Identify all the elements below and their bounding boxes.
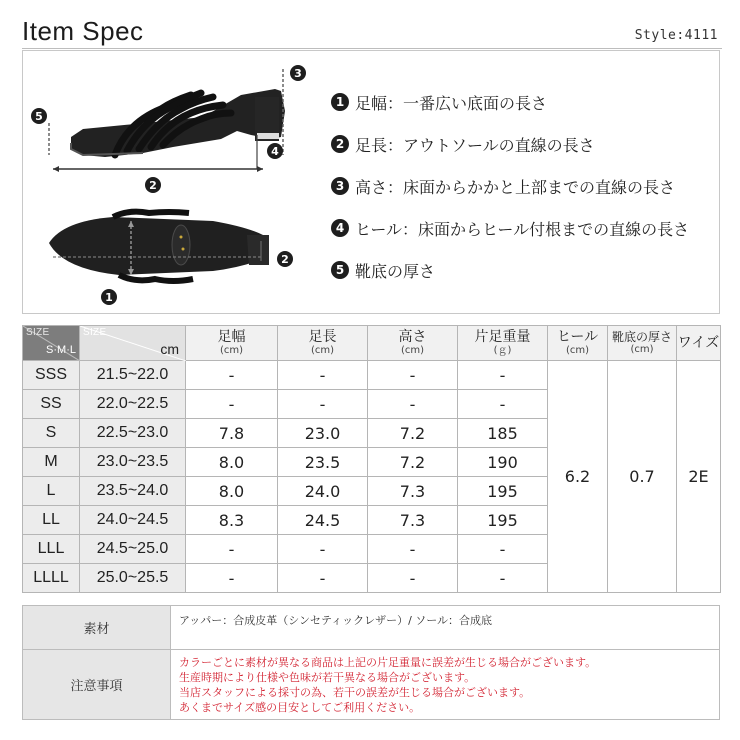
width-cell: - xyxy=(186,564,278,593)
length-cell: - xyxy=(278,361,368,390)
notes-table xyxy=(22,605,720,720)
size-cell: SSS xyxy=(23,361,80,390)
legend-text: 高さ：床面からかかと上部までの直線の長さ xyxy=(355,177,676,197)
svg-text:5: 5 xyxy=(35,110,43,123)
weight-cell: - xyxy=(458,564,548,593)
size-cell: S xyxy=(23,419,80,448)
legend-text: 足長：アウトソールの直線の長さ xyxy=(355,135,595,155)
caution-line: 当店スタッフによる採寸の為、若干の誤差が生じる場合がございます。 xyxy=(179,685,531,699)
col-weight: 片足重量 (ｇ) xyxy=(458,326,548,361)
width-cell: 8.0 xyxy=(186,448,278,477)
range-cell: 23.5~24.0 xyxy=(80,477,186,506)
length-cell: 24.0 xyxy=(278,477,368,506)
col-heel: ヒール (cm) xyxy=(548,326,608,361)
measurement-legend xyxy=(331,81,721,291)
shoe-bottom-view xyxy=(49,212,269,281)
title-divider xyxy=(22,48,722,49)
weight-cell: - xyxy=(458,390,548,419)
wise-cell: 2E xyxy=(677,361,721,593)
heel-cell: 6.2 xyxy=(548,361,608,593)
table-header-row xyxy=(23,326,721,361)
legend-item-sole-thickness xyxy=(331,249,721,291)
corner-size-cm: SIZE cm xyxy=(80,326,186,361)
material-value: アッパー：合成皮革（シンセティックレザー）/ ソール：合成底 xyxy=(171,606,720,650)
range-cell: 22.0~22.5 xyxy=(80,390,186,419)
height-cell: - xyxy=(368,564,458,593)
col-sole-thickness: 靴底の厚さ (cm) xyxy=(608,326,677,361)
caution-label: 注意事項 xyxy=(23,650,171,720)
weight-cell: 185 xyxy=(458,419,548,448)
svg-text:4: 4 xyxy=(271,145,279,158)
weight-cell: - xyxy=(458,535,548,564)
height-cell: - xyxy=(368,361,458,390)
weight-cell: 195 xyxy=(458,477,548,506)
corner-size-sml: SIZE S·M·L xyxy=(23,326,80,361)
size-cell: L xyxy=(23,477,80,506)
marker-2-side xyxy=(145,177,161,193)
height-cell: 7.3 xyxy=(368,506,458,535)
legend-item-height xyxy=(331,165,721,207)
length-cell: - xyxy=(278,564,368,593)
svg-text:3: 3 xyxy=(294,67,302,80)
legend-text: 靴底の厚さ xyxy=(355,261,436,281)
caution-line: 生産時期により仕様や色味が若干異なる場合がございます。 xyxy=(179,670,476,684)
legend-text: 足幅：一番広い底面の長さ xyxy=(355,93,548,113)
width-cell: - xyxy=(186,390,278,419)
shoe-diagram xyxy=(23,51,323,313)
sole-thickness-cell: 0.7 xyxy=(608,361,677,593)
range-cell: 22.5~23.0 xyxy=(80,419,186,448)
caution-line: カラーごとに素材が異なる商品は上記の片足重量に誤差が生じる場合がございます。 xyxy=(179,655,597,669)
material-label: 素材 xyxy=(23,606,171,650)
marker-1 xyxy=(101,289,117,305)
legend-number-badge: 5 xyxy=(331,261,349,279)
width-cell: 8.0 xyxy=(186,477,278,506)
caution-line: あくまでサイズ感の目安としてご利用ください。 xyxy=(179,700,421,714)
width-cell: - xyxy=(186,361,278,390)
height-cell: 7.2 xyxy=(368,448,458,477)
col-height: 高さ (cm) xyxy=(368,326,458,361)
col-foot-length: 足長 (cm) xyxy=(278,326,368,361)
svg-text:2: 2 xyxy=(281,253,289,266)
size-cell: LLLL xyxy=(23,564,80,593)
spec-diagram-panel xyxy=(22,50,720,314)
style-code: Style:4111 xyxy=(634,28,718,43)
range-cell: 24.5~25.0 xyxy=(80,535,186,564)
size-cell: LLL xyxy=(23,535,80,564)
height-cell: - xyxy=(368,535,458,564)
width-cell: - xyxy=(186,535,278,564)
material-row xyxy=(23,606,720,650)
length-cell: 24.5 xyxy=(278,506,368,535)
range-cell: 23.0~23.5 xyxy=(80,448,186,477)
width-cell: 7.8 xyxy=(186,419,278,448)
legend-number-badge: 4 xyxy=(331,219,349,237)
length-cell: - xyxy=(278,535,368,564)
size-spec-table xyxy=(22,325,721,593)
range-cell: 24.0~24.5 xyxy=(80,506,186,535)
table-row xyxy=(23,361,721,390)
col-foot-width: 足幅 (cm) xyxy=(186,326,278,361)
legend-number-badge: 3 xyxy=(331,177,349,195)
svg-text:1: 1 xyxy=(105,291,113,304)
svg-text:2: 2 xyxy=(149,179,157,192)
legend-item-foot-width xyxy=(331,81,721,123)
legend-item-foot-length xyxy=(331,123,721,165)
legend-text: ヒール：床面からヒール付根までの直線の長さ xyxy=(355,219,690,239)
marker-4 xyxy=(267,143,283,159)
col-wise: ワイズ xyxy=(677,326,721,361)
range-cell: 21.5~22.0 xyxy=(80,361,186,390)
marker-5 xyxy=(31,108,47,124)
shoe-side-view xyxy=(71,89,285,157)
legend-item-heel xyxy=(331,207,721,249)
range-cell: 25.0~25.5 xyxy=(80,564,186,593)
weight-cell: - xyxy=(458,361,548,390)
length-cell: - xyxy=(278,390,368,419)
weight-cell: 190 xyxy=(458,448,548,477)
page-title: Item Spec xyxy=(22,16,144,46)
height-cell: 7.3 xyxy=(368,477,458,506)
caution-row xyxy=(23,650,720,720)
legend-number-badge: 2 xyxy=(331,135,349,153)
height-cell: - xyxy=(368,390,458,419)
width-cell: 8.3 xyxy=(186,506,278,535)
marker-3 xyxy=(290,65,306,81)
size-cell: LL xyxy=(23,506,80,535)
caution-text xyxy=(171,650,720,720)
size-cell: SS xyxy=(23,390,80,419)
marker-2-bottom xyxy=(277,251,293,267)
legend-number-badge: 1 xyxy=(331,93,349,111)
length-cell: 23.5 xyxy=(278,448,368,477)
height-cell: 7.2 xyxy=(368,419,458,448)
size-cell: M xyxy=(23,448,80,477)
weight-cell: 195 xyxy=(458,506,548,535)
length-cell: 23.0 xyxy=(278,419,368,448)
